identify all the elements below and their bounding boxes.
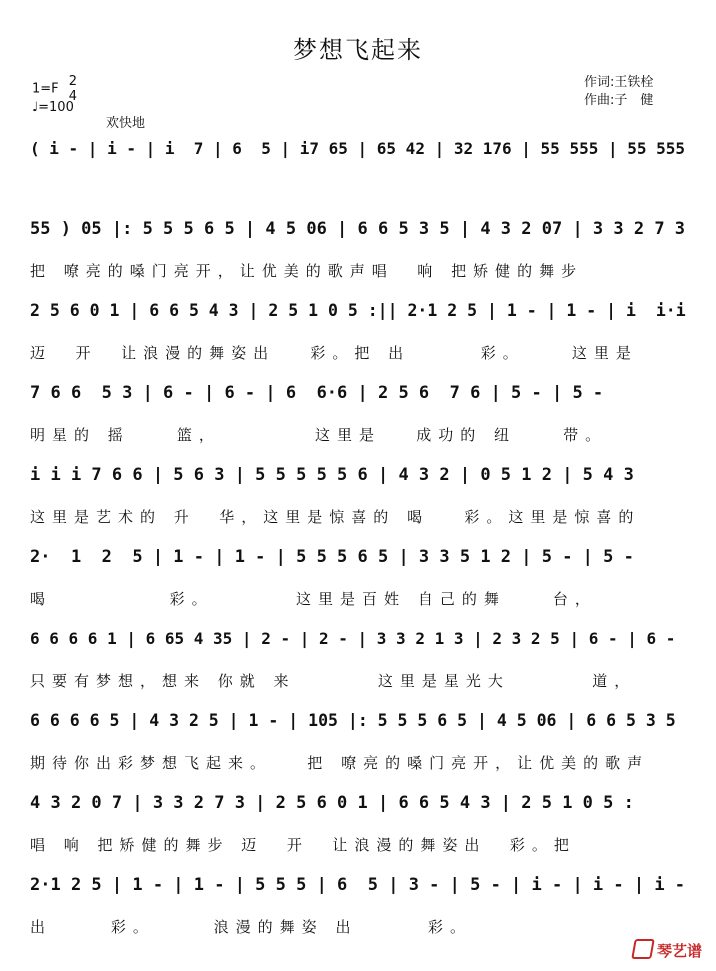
notation-line: 2· 1 2 5 | 1 - | 1 - | 5 5 5 6 5 | 3 3 5 1 2 | 5 - | 5 - xyxy=(30,547,634,567)
credits xyxy=(584,74,653,110)
notation-line: 2 5 6 0 1 | 6 6 5 4 3 | 2 5 1 0 5 :|| 2·1 2 5 | 1 - | 1 - | i i·i xyxy=(30,301,686,320)
lyrics-line: 明星的 摇 篮， 这里是 成功的 纽 带。 xyxy=(30,426,608,444)
notation-line: ( i - | i - | i 7 | 6 5 | i7 65 | 65 42 | 32 176 | 55 555 | 55 555 xyxy=(30,139,686,158)
score-system-2 xyxy=(30,216,686,286)
score-system-10 xyxy=(30,872,686,942)
score-system-6 xyxy=(30,544,686,614)
notation-line: 4 3 2 0 7 | 3 3 2 7 3 | 2 5 6 0 1 | 6 6 5 4 3 | 2 5 1 0 5 : xyxy=(30,793,634,813)
notation-line: 2·1 2 5 | 1 - | 1 - | 5 5 5 | 6 5 | 3 - | 5 - | i - | i - | i - xyxy=(30,875,686,895)
song-title: 梦想飞起来 xyxy=(293,36,423,64)
notation-line: 6 6 6 6 5 | 4 3 2 5 | 1 - | 105 |: 5 5 5 6 5 | 4 5 06 | 6 6 5 3 5 xyxy=(30,711,676,730)
notation-line: 7 6 6 5 3 | 6 - | 6 - | 6 6·6 | 2 5 6 7 6 | 5 - | 5 - xyxy=(30,383,604,403)
score-system-3 xyxy=(30,298,686,368)
expression-marking: 欢快地 xyxy=(106,116,146,131)
lyrics-line: 只要有梦想，想来 你就 来 这里是星光大 道， xyxy=(30,672,637,690)
notation-line: i i i 7 6 6 | 5 6 3 | 5 5 5 5 5 6 | 4 3 2 | 0 5 1 2 | 5 4 3 xyxy=(30,465,634,485)
composer-credit: 作曲:子 健 xyxy=(584,93,654,108)
lyrics-line: 期待你出彩梦想飞起来。 把 嘹亮的嗓门亮开，让优美的歌声 xyxy=(30,754,650,772)
watermark-text: 琴艺谱 xyxy=(656,942,702,960)
lyrics-line: 把 嘹亮的嗓门亮开，让优美的歌声唱 响 把矫健的舞步 xyxy=(30,262,584,280)
score-system-8 xyxy=(30,708,686,778)
tempo-marking: ♩=100 xyxy=(32,100,74,115)
lyrics-line: 迈 开 让浪漫的舞姿出 彩。把 出 彩。 这里是 xyxy=(30,344,638,362)
score-system-4 xyxy=(30,380,686,450)
notation-line: 6 6 6 6 1 | 6 65 4 35 | 2 - | 2 - | 3 3 2 1 3 | 2 3 2 5 | 6 - | 6 - xyxy=(30,629,676,648)
lyrics-line: 喝 彩。 这里是百姓 自己的舞 台， xyxy=(30,590,597,608)
lyrics-line: 出 彩。 浪漫的舞姿 出 彩。 xyxy=(30,918,473,936)
key-label: 1=F xyxy=(32,81,59,97)
qinyipu-logo-icon xyxy=(631,939,655,959)
score-system-1 xyxy=(30,136,686,206)
score-system-5 xyxy=(30,462,686,532)
time-sig-bottom: 4 xyxy=(68,89,78,104)
lyrics-line: 唱 响 把矫健的舞步 迈 开 让浪漫的舞姿出 彩。把 xyxy=(30,836,576,854)
score-system-7 xyxy=(30,626,686,696)
time-sig-top: 2 xyxy=(68,74,78,89)
lyrics-line: 这里是艺术的 升 华，这里是惊喜的 喝 彩。这里是惊喜的 xyxy=(30,508,641,526)
lyricist-credit: 作词:王铁栓 xyxy=(584,75,654,90)
watermark xyxy=(633,939,702,961)
notation-line: 55 ) 05 |: 5 5 5 6 5 | 4 5 06 | 6 6 5 3 5 | 4 3 2 07 | 3 3 2 7 3 xyxy=(30,219,686,239)
score-system-9 xyxy=(30,790,686,860)
